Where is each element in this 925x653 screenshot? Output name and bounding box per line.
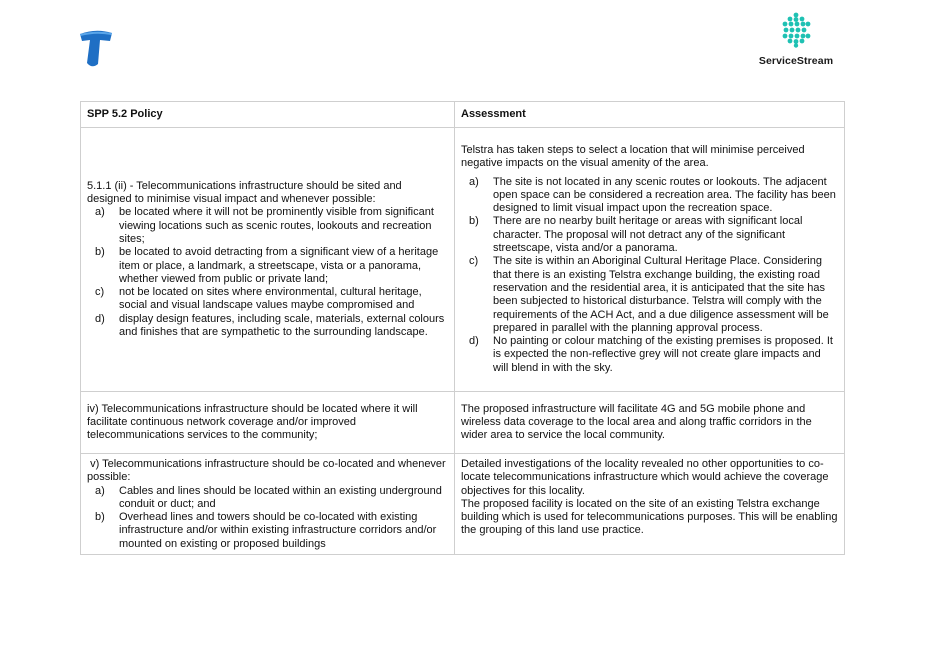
column-header-policy: SPP 5.2 Policy — [81, 102, 455, 128]
table-row — [81, 392, 845, 454]
list-item: d) No painting or colour matching of the existing premises is proposed. It is expected the non-reflective grey will not create glare impacts and will blend in with the sky. — [469, 335, 833, 374]
list-item: a) The site is not located in any scenic routes or lookouts. The adjacent open space can be considered a recreation area. The facility has been designed to limit visual impact upon the recreation space. — [469, 175, 836, 215]
telstra-logo-icon — [78, 28, 114, 68]
servicestream-brand-text: ServiceStream — [758, 55, 834, 67]
column-header-assessment: Assessment — [455, 102, 845, 128]
assessment-intro: Detailed investigations of the locality revealed no other opportunities to co-locate telecommunications infrastructure which would achieve the coverage objectives for this locality. — [461, 458, 829, 497]
servicestream-logo — [756, 12, 836, 70]
assessment-cell — [455, 454, 845, 555]
assessment-intro: The proposed infrastructure will facilitate 4G and 5G mobile phone and wireless data coverage to the local area and along traffic corridors in the wider area to service the local community. — [461, 402, 812, 442]
assessment-cell — [455, 128, 845, 392]
table-row — [81, 128, 845, 392]
assessment-extra: The proposed facility is located on the site of an existing Telstra exchange building which is used for telecommunications purposes. This will be enabling the grouping of this land use practice. — [461, 497, 838, 537]
servicestream-dots-icon — [776, 12, 816, 48]
list-item: b) be located to avoid detracting from a significant view of a heritage item or place, a landmark, a streetscape, vista or a panorama, whether viewed from public or private land; — [95, 246, 439, 285]
table-row — [81, 454, 845, 555]
policy-list — [87, 485, 448, 551]
policy-assessment-table — [80, 101, 845, 555]
policy-cell — [81, 128, 455, 392]
list-item: a) be located where it will not be prominently visible from significant viewing locations such as scenic routes, lookouts and recreation sites; — [95, 206, 434, 245]
assessment-list — [461, 176, 838, 375]
policy-intro: 5.1.1 (ii) - Telecommunications infrastructure should be sited and designed to minimise visual impact and whenever possible: — [87, 179, 402, 206]
telstra-logo — [78, 28, 114, 68]
list-item: b) Overhead lines and towers should be co-located with existing infrastructure and/or within existing infrastructure corridors and/or mounted on existing or proposed buildings — [95, 511, 437, 550]
policy-intro: iv) Telecommunications infrastructure should be located where it will facilitate continuous network coverage and/or improved telecommunications services to the community; — [87, 402, 418, 442]
policy-cell — [81, 454, 455, 555]
policy-cell — [81, 392, 455, 454]
assessment-intro: Telstra has taken steps to select a location that will minimise perceived negative impacts on the visual amenity of the area. — [461, 143, 805, 170]
table-header-row — [81, 102, 845, 128]
list-item: c) not be located on sites where environmental, cultural heritage, social and visual landscape values maybe compromised and — [95, 286, 422, 312]
list-item: a) Cables and lines should be located within an existing underground conduit or duct; and — [95, 484, 442, 510]
policy-intro: v) Telecommunications infrastructure should be co-located and whenever possible: — [87, 458, 449, 484]
list-item: b) There are no nearby built heritage or areas with significant local character. The proposal will not detract any of the significant streetscape, vista and/or a panorama. — [469, 215, 803, 255]
list-item: d) display design features, including scale, materials, external colours and finishes that are sympathetic to the surrounding landscape. — [95, 312, 445, 338]
list-item: c) The site is within an Aboriginal Cultural Heritage Place. Considering that there is an existing Telstra exchange building, the existing road reservation and the residential area, it is anticipated that the site has been subjected to historical disturbance. Telstra will comply with the requirements of the ACH Act, and a due diligence assessment will be prepared in parallel with the planning approval process. — [469, 255, 829, 334]
policy-list — [87, 206, 448, 339]
assessment-cell — [455, 392, 845, 454]
